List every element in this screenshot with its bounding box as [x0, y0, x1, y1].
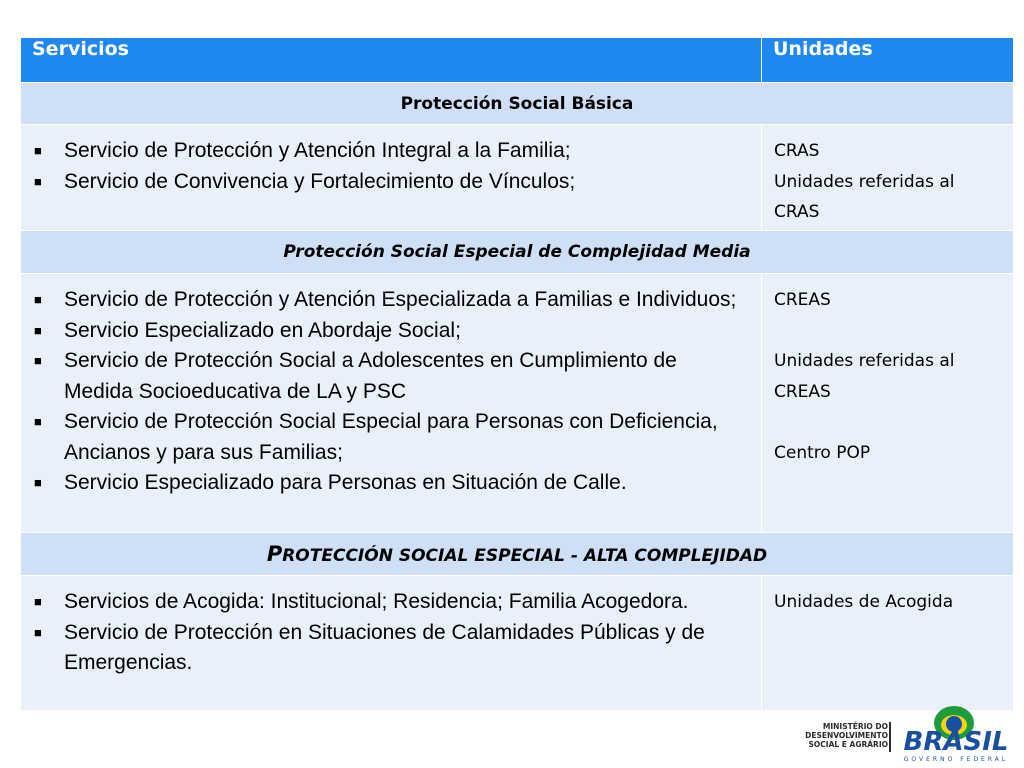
unit-label: Centro POP	[774, 442, 871, 463]
units-cell	[762, 274, 1014, 533]
section-title-basic: Protección Social Básica	[21, 83, 1014, 125]
service-item: ■ Servicios de Acogida: Institucional; Residencia; Familia Acogedora.	[33, 587, 750, 618]
unit-label: Unidades de Acogida	[774, 592, 954, 612]
section-title-row	[21, 83, 1014, 125]
table-row	[21, 125, 1014, 231]
footer-logos	[796, 703, 1016, 763]
table-row	[21, 274, 1014, 533]
header-units: Unidades	[762, 38, 1014, 83]
services-cell	[21, 125, 762, 231]
service-item: ■ Servicio de Convivencia y Fortalecimiento de Vínculos;	[33, 167, 750, 198]
service-item: ■ Servicio de Protección Social Especial para Personas con Deficiencia, Ancianos y para sus Familias;	[33, 407, 750, 468]
service-item: ■ Servicio Especializado en Abordaje Social;	[33, 316, 750, 347]
table-header-row	[21, 38, 1014, 83]
units-cell	[762, 125, 1014, 231]
service-item: ■ Servicio de Protección en Situaciones de Calamidades Públicas y de Emergencias.	[33, 618, 750, 679]
brand-wordmark: BRASIL	[903, 727, 1009, 757]
square-bullet-icon: ■	[34, 414, 42, 429]
unit-label: CREAS	[774, 290, 831, 310]
unit-label: Unidades referidas al CRAS	[774, 171, 955, 222]
square-bullet-icon: ■	[34, 594, 42, 609]
section-title-row	[21, 231, 1014, 274]
square-bullet-icon: ■	[34, 173, 42, 189]
brasil-logo	[896, 703, 1016, 763]
section-title-row	[21, 533, 1014, 576]
square-bullet-icon: ■	[34, 143, 42, 158]
table-row	[21, 576, 1014, 711]
square-bullet-icon: ■	[34, 322, 42, 338]
services-table	[20, 37, 1014, 711]
services-cell	[21, 576, 762, 711]
service-item: ■ Servicio de Protección y Atención Especializada a Familias e Individuos;	[33, 285, 750, 316]
units-cell	[762, 576, 1014, 711]
service-item: ■ Servicio Especializado para Personas en Situación de Calle.	[33, 468, 750, 499]
section-title-high: PROTECCIÓN SOCIAL ESPECIAL - ALTA COMPLEJIDAD	[21, 533, 1014, 576]
ministry-divider	[889, 722, 891, 752]
service-item: ■ Servicio de Protección y Atención Integral a la Familia;	[33, 136, 750, 167]
unit-label: CRAS	[774, 141, 820, 161]
square-bullet-icon: ■	[34, 624, 42, 640]
square-bullet-icon: ■	[34, 292, 42, 307]
square-bullet-icon: ■	[34, 475, 42, 490]
services-cell	[21, 274, 762, 533]
square-bullet-icon: ■	[34, 353, 42, 368]
unit-label: Unidades referidas al CREAS	[774, 351, 955, 402]
section-title-medium: Protección Social Especial de Complejidad Media	[21, 231, 1014, 274]
ministry-logo-text: MINISTÉRIO DO DESENVOLVIMENTO SOCIAL E AGRÁRIO	[805, 722, 888, 749]
header-services: Servicios	[21, 38, 762, 83]
service-item: ■ Servicio de Protección Social a Adolescentes en Cumplimiento de Medida Socioeducativa de LA y PSC	[33, 346, 750, 407]
brand-tagline: GOVERNO FEDERAL	[903, 756, 1009, 763]
